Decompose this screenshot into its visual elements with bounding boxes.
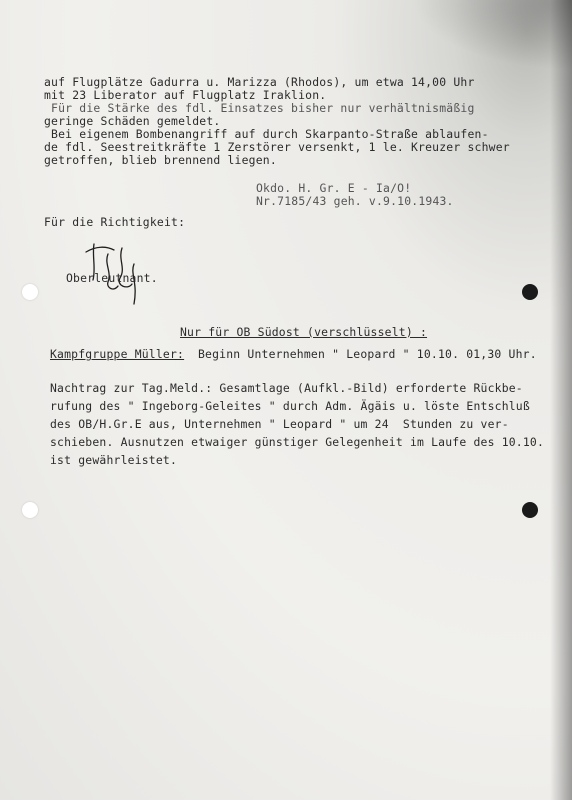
report-line-6: de fdl. Seestreitkräfte 1 Zerstörer versenkt, 1 le. Kreuzer schwer xyxy=(44,140,510,154)
nachtrag-line-2: rufung des " Ingeborg-Geleites " durch Adm. Ägäis u. löste Entschluß xyxy=(50,399,530,413)
report-line-4: geringe Schäden gemeldet. xyxy=(44,114,221,128)
report-line-2: mit 23 Liberator auf Flugplatz Iraklion. xyxy=(44,88,327,102)
certification-rank: Oberleutnant. xyxy=(66,271,158,285)
punch-hole-left-top xyxy=(22,284,38,300)
punch-hole-left-bottom xyxy=(22,502,38,518)
report-line-3: Für die Stärke des fdl. Einsatzes bisher nur verhältnismäßig xyxy=(44,101,475,115)
report-line-7: getroffen, blieb brennend liegen. xyxy=(44,153,277,167)
page-shadow-top xyxy=(412,0,572,70)
certification-label: Für die Richtigkeit: xyxy=(44,215,186,229)
page-shadow-right xyxy=(550,0,572,800)
nachtrag-line-5: ist gewährleistet. xyxy=(50,453,178,467)
reference-number: Nr.7185/43 geh. v.9.10.1943. xyxy=(256,194,454,208)
report-line-5: Bei eigenem Bombenangriff auf durch Skarpanto-Straße ablaufen- xyxy=(44,127,489,141)
reference-office: Okdo. H. Gr. E - Ia/O! xyxy=(256,181,412,195)
punch-hole-right-bottom xyxy=(522,502,538,518)
section-heading: Nur für OB Südost (verschlüsselt) : xyxy=(180,325,428,339)
nachtrag-line-3: des OB/H.Gr.E aus, Unternehmen " Leopard " um 24 Stunden zu ver- xyxy=(50,417,509,431)
nachtrag-line-1: Nachtrag zur Tag.Meld.: Gesamtlage (Aufkl.-Bild) erforderte Rückbe- xyxy=(50,381,523,395)
report-line-1: auf Flugplätze Gadurra u. Marizza (Rhodos), um etwa 14,00 Uhr xyxy=(44,75,475,89)
kampfgruppe-label: Kampfgruppe Müller: xyxy=(50,347,185,361)
punch-hole-right-top xyxy=(522,284,538,300)
nachtrag-line-4: schieben. Ausnutzen etwaiger günstiger Gelegenheit im Laufe des 10.10. xyxy=(50,435,545,449)
kampfgruppe-text: Beginn Unternehmen " Leopard " 10.10. 01,30 Uhr. xyxy=(198,347,537,361)
